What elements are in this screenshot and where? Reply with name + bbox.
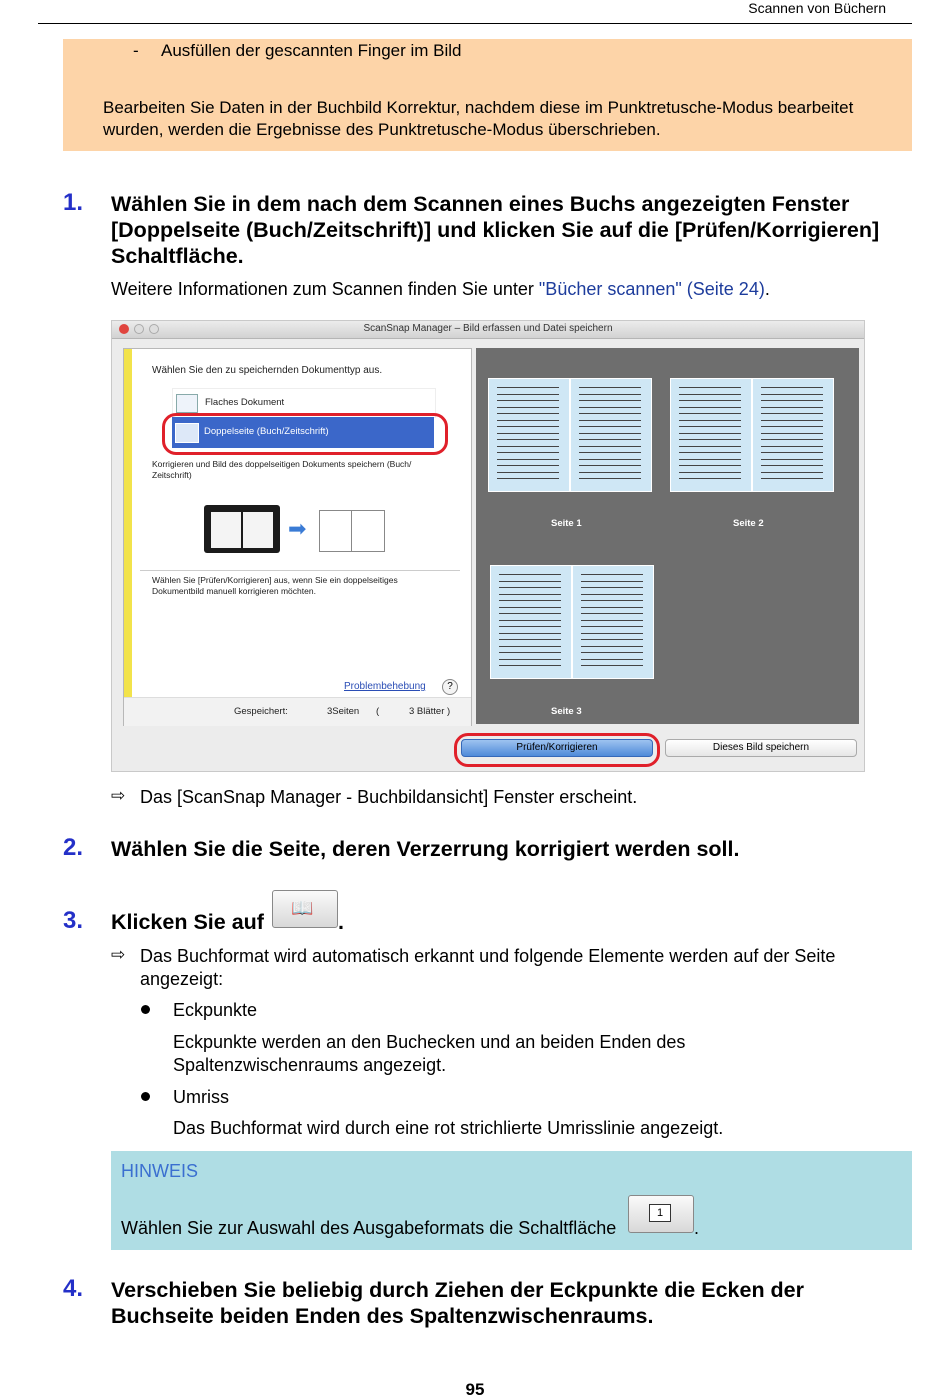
bullet-title: Eckpunkte bbox=[173, 1000, 258, 1020]
page-text-line bbox=[679, 426, 741, 427]
saved-pages: 3Seiten bbox=[327, 706, 360, 717]
warning-item: Ausfüllen der gescannten Finger im Bild bbox=[161, 41, 462, 60]
page-text-line bbox=[679, 478, 741, 479]
page-text-line bbox=[579, 459, 641, 460]
open-book-icon: 📖 bbox=[291, 898, 314, 918]
page-text-line bbox=[497, 400, 559, 401]
conversion-arrow-icon: ➡ bbox=[288, 516, 307, 541]
page-text-line bbox=[761, 452, 823, 453]
page-text-line bbox=[579, 465, 641, 466]
split-pages-image bbox=[319, 510, 385, 552]
page-text-line bbox=[761, 439, 823, 440]
page-text-line bbox=[497, 394, 559, 395]
page-text-line bbox=[497, 459, 559, 460]
option-double-label: Doppelseite (Buch/Zeitschrift) bbox=[204, 426, 329, 437]
page-2-label: Seite 2 bbox=[733, 518, 764, 529]
page-text-line bbox=[497, 446, 559, 447]
page-text-line bbox=[497, 426, 559, 427]
step1-text: Wählen Sie in dem nach dem Scannen eines Buchs angezeigten Fenster [Doppelseite (Buch/Zeitschrift)] und klicken Sie auf die [Prüfen/Korrigieren] Schaltfläche. bbox=[111, 192, 880, 268]
page-text-line bbox=[579, 420, 641, 421]
page-text-line bbox=[579, 472, 641, 473]
page-text-line bbox=[497, 420, 559, 421]
page-text-line bbox=[499, 646, 561, 647]
page-text-line bbox=[579, 400, 641, 401]
hint-end: . bbox=[694, 1218, 700, 1238]
page-text-line bbox=[761, 472, 823, 473]
option-description: Korrigieren und Bild des doppelseitigen Dokuments speichern (Buch/ Zeitschrift) bbox=[152, 459, 412, 480]
output-format-button[interactable] bbox=[628, 1195, 694, 1233]
page-text-line bbox=[761, 426, 823, 427]
check-hint-text: Wählen Sie [Prüfen/Korrigieren] aus, wenn Sie ein doppelseitiges Dokumentbild manuell korrigieren möchten. bbox=[152, 575, 398, 596]
step4-number: 4. bbox=[63, 1275, 84, 1302]
page-text-line bbox=[761, 478, 823, 479]
page-text-line bbox=[581, 600, 643, 601]
page-text-line bbox=[581, 620, 643, 621]
help-icon[interactable]: ? bbox=[442, 679, 458, 695]
page-text-line bbox=[499, 587, 561, 588]
hint-text: Wählen Sie zur Auswahl des Ausgabeformats die Schaltfläche bbox=[121, 1218, 617, 1238]
page-text-line bbox=[499, 665, 561, 666]
page-text-line bbox=[679, 459, 741, 460]
page-text-line bbox=[581, 581, 643, 582]
step2-number: 2. bbox=[63, 834, 84, 861]
page-text-line bbox=[761, 413, 823, 414]
page-text-line bbox=[581, 587, 643, 588]
page-text-line bbox=[579, 387, 641, 388]
page-text-line bbox=[679, 452, 741, 453]
page-text-line bbox=[761, 387, 823, 388]
result-arrow-icon: ⇨ bbox=[111, 945, 126, 964]
page-text-line bbox=[761, 433, 823, 434]
page-text-line bbox=[581, 613, 643, 614]
check-correct-button[interactable]: Prüfen/Korrigieren bbox=[461, 739, 653, 757]
step3-text: Klicken Sie auf bbox=[111, 910, 264, 934]
page-text-line bbox=[497, 465, 559, 466]
thumbnail-page-3[interactable] bbox=[490, 565, 654, 679]
hint-title: HINWEIS bbox=[121, 1161, 199, 1181]
page-text-line bbox=[499, 594, 561, 595]
page-text-line bbox=[761, 394, 823, 395]
page-text-line bbox=[581, 665, 643, 666]
page-3-label: Seite 3 bbox=[551, 706, 582, 717]
page-text-line bbox=[761, 407, 823, 408]
step3-number: 3. bbox=[63, 907, 84, 934]
scan-books-link[interactable]: "Bücher scannen" (Seite 24) bbox=[538, 279, 765, 299]
page-text-line bbox=[499, 581, 561, 582]
page-text-line bbox=[497, 452, 559, 453]
page-text-line bbox=[761, 465, 823, 466]
page-text-line bbox=[679, 465, 741, 466]
page-text-line bbox=[497, 433, 559, 434]
save-image-button[interactable]: Dieses Bild speichern bbox=[665, 739, 857, 757]
page-text-line bbox=[497, 472, 559, 473]
header-divider bbox=[38, 23, 912, 24]
window-titlebar bbox=[112, 321, 864, 339]
page-text-line bbox=[579, 426, 641, 427]
bullet-title: Umriss bbox=[173, 1087, 229, 1107]
document-type-panel bbox=[123, 348, 472, 726]
page-text-line bbox=[679, 439, 741, 440]
page-text-line bbox=[581, 574, 643, 575]
bullet-dot bbox=[141, 1092, 150, 1101]
page-text-line bbox=[579, 439, 641, 440]
document-type-prompt: Wählen Sie den zu speichernden Dokumenttyp aus. bbox=[152, 365, 383, 376]
page-text-line bbox=[497, 387, 559, 388]
page-text-line bbox=[579, 446, 641, 447]
option-highlight-circle bbox=[162, 413, 448, 455]
page-text-line bbox=[499, 659, 561, 660]
page-text-line bbox=[581, 639, 643, 640]
page-text-line bbox=[761, 400, 823, 401]
hint-box bbox=[111, 1151, 912, 1250]
step1-number: 1. bbox=[63, 189, 84, 216]
step1-result: Das [ScanSnap Manager - Buchbildansicht] Fenster erscheint. bbox=[140, 787, 638, 807]
page-text-line bbox=[499, 626, 561, 627]
page-text-line bbox=[679, 413, 741, 414]
page-text-line bbox=[499, 652, 561, 653]
header-section-title: Scannen von Büchern bbox=[748, 0, 886, 16]
button-highlight-circle bbox=[454, 733, 660, 767]
page-text-line bbox=[581, 607, 643, 608]
warning-box bbox=[63, 39, 912, 151]
page-text-line bbox=[497, 413, 559, 414]
panel-divider bbox=[140, 570, 460, 571]
page-text-line bbox=[499, 600, 561, 601]
single-page-icon: 1 bbox=[649, 1204, 671, 1222]
page-text-line bbox=[499, 574, 561, 575]
step1-info bbox=[111, 278, 911, 301]
step4-text: Verschieben Sie beliebig durch Ziehen der Eckpunkte die Ecken der Buchseite beiden Enden des Spaltenzwischenraums. bbox=[111, 1278, 805, 1328]
window-title: ScanSnap Manager – Bild erfassen und Datei speichern bbox=[363, 323, 613, 334]
page-text-line bbox=[581, 646, 643, 647]
step1-info-suffix: . bbox=[764, 279, 770, 299]
flat-document-icon bbox=[176, 394, 198, 413]
page-text-line bbox=[679, 472, 741, 473]
page-text-line bbox=[679, 433, 741, 434]
troubleshooting-link[interactable]: Problembehebung bbox=[344, 681, 426, 692]
page-text-line bbox=[499, 607, 561, 608]
saved-sheets: 3 Blätter ) bbox=[409, 706, 451, 717]
thumbnail-page-2[interactable] bbox=[670, 378, 834, 492]
page-text-line bbox=[579, 478, 641, 479]
page-text-line bbox=[679, 400, 741, 401]
page-text-line bbox=[499, 633, 561, 634]
page-1-label: Seite 1 bbox=[551, 518, 582, 529]
thumbnail-page-1[interactable] bbox=[488, 378, 652, 492]
page-text-line bbox=[499, 613, 561, 614]
warning-dash: - bbox=[133, 41, 139, 60]
page-text-line bbox=[761, 420, 823, 421]
page-text-line bbox=[679, 394, 741, 395]
bullet-description: Das Buchformat wird durch eine rot strichlierte Umrisslinie angezeigt. bbox=[173, 1118, 724, 1138]
saved-open-paren: ( bbox=[376, 706, 380, 717]
page-text-line bbox=[581, 594, 643, 595]
saved-label: Gespeichert: bbox=[234, 706, 288, 717]
page-text-line bbox=[679, 420, 741, 421]
result-arrow-icon: ⇨ bbox=[111, 786, 126, 805]
page-text-line bbox=[679, 407, 741, 408]
step3-end: . bbox=[338, 910, 344, 934]
page-text-line bbox=[579, 407, 641, 408]
page-text-line bbox=[497, 439, 559, 440]
scansnap-window-screenshot bbox=[111, 320, 865, 772]
yellow-stripe bbox=[124, 349, 132, 725]
page-text-line bbox=[579, 433, 641, 434]
page-text-line bbox=[581, 626, 643, 627]
page-text-line bbox=[579, 413, 641, 414]
book-correction-button[interactable] bbox=[272, 890, 338, 928]
warning-paragraph: Bearbeiten Sie Daten in der Buchbild Korrektur, nachdem diese im Punktretusche-Modus bearbeitet wurden, werden die Ergebnisse des Punktretusche-Modus überschrieben. bbox=[103, 98, 854, 139]
step1-info-prefix: Weitere Informationen zum Scannen finden Sie unter bbox=[111, 279, 539, 299]
page-text-line bbox=[761, 446, 823, 447]
page-text-line bbox=[579, 452, 641, 453]
page-text-line bbox=[581, 652, 643, 653]
saved-status-bar bbox=[124, 697, 471, 726]
step3-result: Das Buchformat wird automatisch erkannt und folgende Elemente werden auf der Seite angezeigt: bbox=[140, 946, 836, 989]
page-text-line bbox=[497, 478, 559, 479]
step2-text: Wählen Sie die Seite, deren Verzerrung korrigiert werden soll. bbox=[111, 837, 740, 861]
page-text-line bbox=[761, 459, 823, 460]
bullet-dot bbox=[141, 1005, 150, 1014]
page-text-line bbox=[499, 620, 561, 621]
page-text-line bbox=[581, 659, 643, 660]
page-text-line bbox=[497, 407, 559, 408]
option-flat-label: Flaches Dokument bbox=[205, 397, 285, 408]
page-text-line bbox=[499, 639, 561, 640]
page-text-line bbox=[679, 446, 741, 447]
page-text-line bbox=[581, 633, 643, 634]
page-text-line bbox=[679, 387, 741, 388]
page-text-line bbox=[579, 394, 641, 395]
bullet-description: Eckpunkte werden an den Buchecken und an beiden Enden des Spaltenzwischenraums angezeigt. bbox=[173, 1032, 686, 1075]
page-number: 95 bbox=[465, 1380, 485, 1399]
page-thumbnails-panel bbox=[476, 348, 859, 724]
open-book-image bbox=[204, 505, 280, 553]
